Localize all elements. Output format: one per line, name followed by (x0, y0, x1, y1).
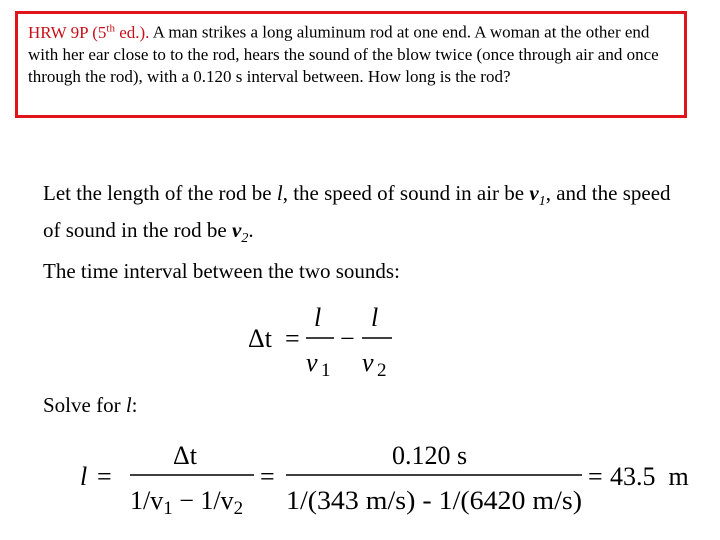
eq1-num1: l (314, 303, 322, 332)
solution-intro (43, 179, 683, 253)
p1-l: l (276, 181, 283, 205)
solve-text (43, 391, 138, 420)
p1-b: , the speed of sound in air be (282, 181, 530, 205)
eq1-den1-v: v (306, 348, 318, 377)
p3-a: Solve for (43, 393, 126, 417)
eq1-num2: l (371, 303, 379, 332)
eq2-den1 (130, 486, 243, 519)
eq1-den2-sub: 2 (377, 360, 387, 381)
p1-c: , and the speed of sound in the rod be (43, 181, 671, 243)
problem-label (28, 23, 149, 42)
eq2-den2: 1/(343 m/s) - 1/(6420 m/s) (286, 486, 582, 515)
eq2-den1-a: 1/v (130, 486, 164, 515)
problem-label-suffix: ed.). (114, 22, 150, 42)
p1-a: Let the length of the rod be (43, 181, 277, 205)
p1-v2-sub: 2 (241, 231, 249, 247)
eq2-result: 43.5 m (610, 462, 689, 491)
problem-box (15, 11, 687, 118)
equation-solution (70, 435, 710, 524)
interval-text: The time interval between the two sounds: (43, 259, 400, 283)
eq2-lhs: l (80, 462, 88, 491)
p3-b: : (131, 393, 138, 417)
eq2-eq2: = (260, 462, 275, 491)
eq1-den1-sub: 1 (321, 360, 331, 381)
eq2-eq3: = (588, 462, 603, 491)
eq2-den1-mid: − 1/v (172, 486, 234, 515)
eq2-den1-sub2: 2 (233, 498, 244, 519)
eq2-num1: Δt (173, 441, 197, 470)
equation-interval (240, 300, 410, 389)
eq1-minus: − (340, 324, 355, 353)
eq2-eq1: = (97, 462, 112, 491)
p1-v1-sub: 1 (538, 194, 546, 210)
eq1-den2-v: v (362, 348, 374, 377)
eq2-num2: 0.120 s (392, 441, 468, 470)
p3-l: l (125, 393, 132, 417)
problem-text: A man strikes a long aluminum rod at one end. A woman at the other end with her ear close to to the rod, hears the sound of the blow twice (once through air and once through the rod), with a 0.120 s interval between. How long is the rod? (28, 22, 659, 86)
problem-label-sup: th (106, 22, 115, 34)
p1-d: . (248, 218, 254, 243)
p1-v2: v (231, 218, 242, 243)
p1-v1: v (529, 181, 539, 205)
problem-label-prefix: HRW 9P (5 (28, 22, 107, 42)
eq1-delta-t: Δt (248, 324, 272, 353)
eq1-equals: = (285, 324, 300, 353)
eq2-den1-sub1: 1 (163, 498, 173, 519)
